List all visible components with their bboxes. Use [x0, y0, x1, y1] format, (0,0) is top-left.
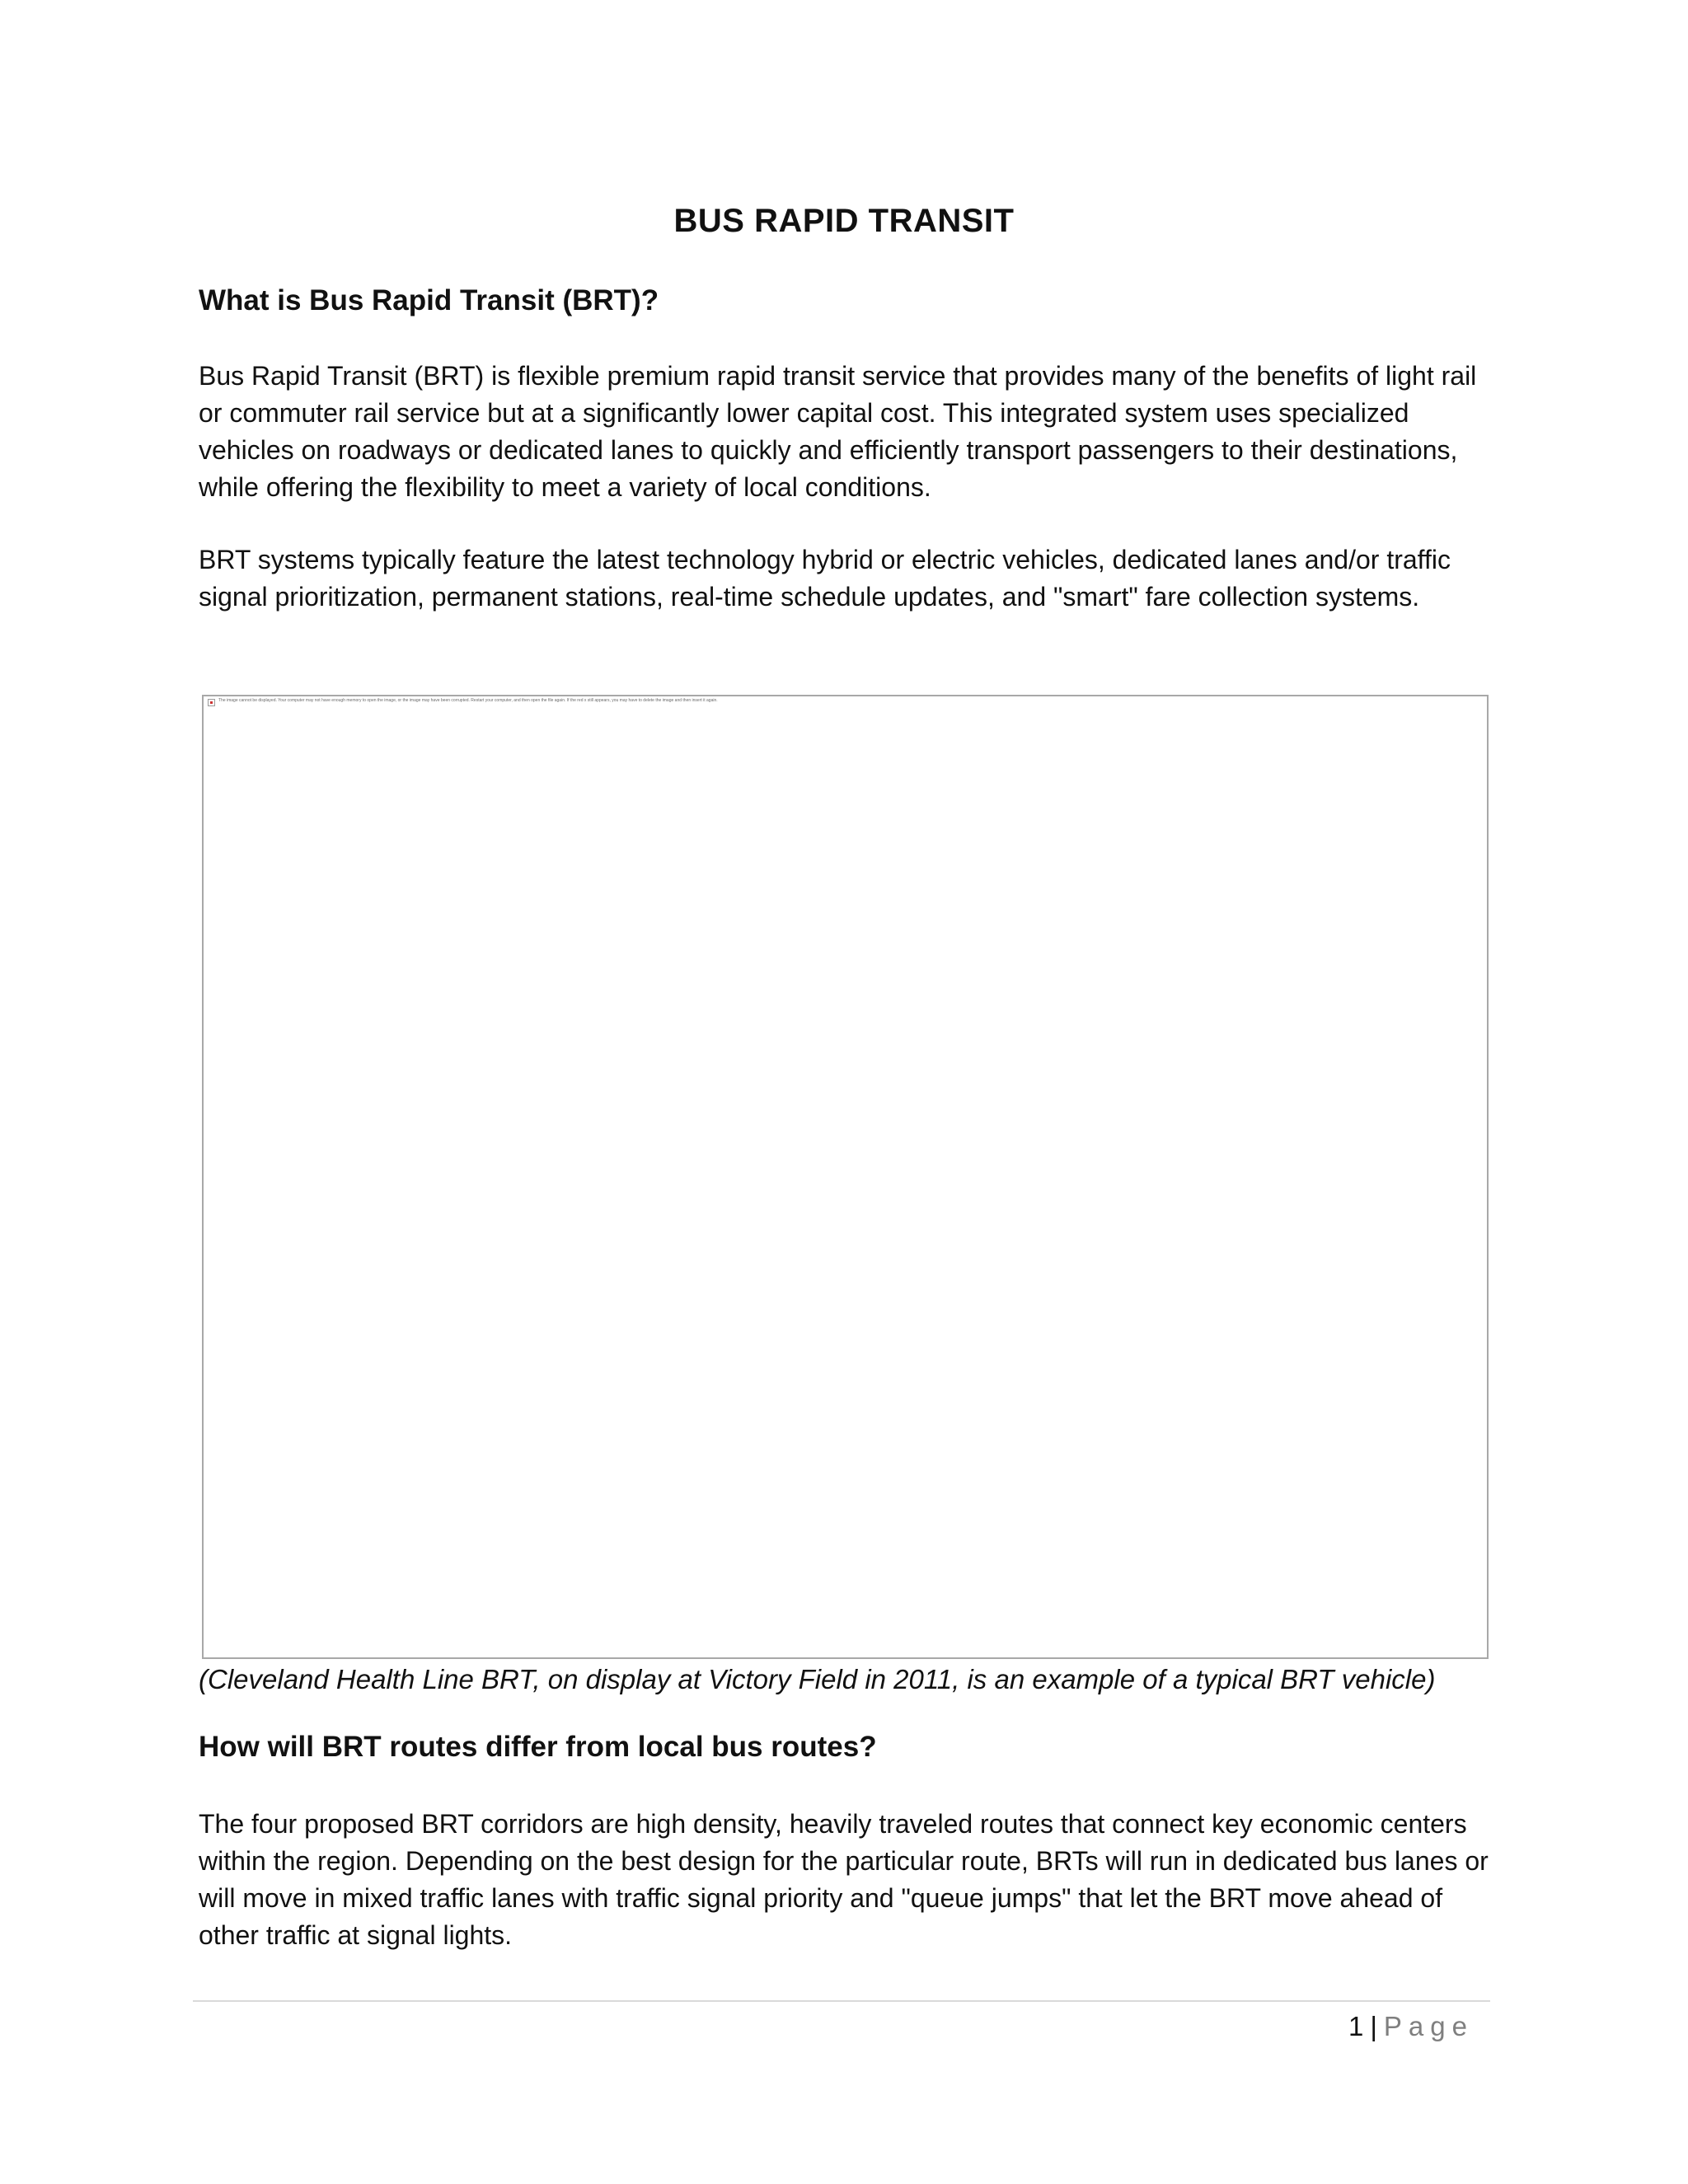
footer-divider — [193, 2000, 1490, 2002]
page-label: Page — [1383, 2011, 1474, 2041]
brt-vehicle-image-placeholder — [202, 695, 1489, 1659]
page-footer — [1348, 2008, 1474, 2045]
paragraph-brt-corridors: The four proposed BRT corridors are high density, heavily traveled routes that connect key economic centers within the region. Depending on the best design for the particular route, BRTs will run in dedicated bus lanes or will move in mixed traffic lanes with traffic signal priority and "queue jumps" that let the BRT move ahead of other traffic at signal lights. — [199, 1809, 1489, 1950]
page-separator: | — [1370, 2011, 1377, 2041]
page-number: 1 — [1348, 2011, 1364, 2041]
section-heading-what-is-brt: What is Bus Rapid Transit (BRT)? — [199, 284, 659, 316]
broken-image-icon — [208, 699, 215, 706]
paragraph-brt-features: BRT systems typically feature the latest technology hybrid or electric vehicles, dedicated lanes and/or traffic signal prioritization, permanent stations, real-time schedule updates, and "smart" fare collection systems. — [199, 545, 1451, 612]
figure-caption: (Cleveland Health Line BRT, on display at Victory Field in 2011, is an example of a typical BRT vehicle) — [199, 1664, 1436, 1694]
document-title: BUS RAPID TRANSIT — [673, 203, 1015, 239]
paragraph-brt-definition: Bus Rapid Transit (BRT) is flexible premium rapid transit service that provides many of the benefits of light rail or commuter rail service but at a significantly lower capital cost. This integrated system uses specialized vehicles on roadways or dedicated lanes to quickly and efficiently transport passengers to their destinations, while offering the flexibility to meet a variety of local conditions. — [199, 361, 1477, 502]
section-heading-brt-routes: How will BRT routes differ from local bus routes? — [199, 1731, 877, 1763]
broken-image-message: The image cannot be displayed. Your computer may not have enough memory to open the image, or the image may have been corrupted. Restart your computer, and then open the file again. If the red x still appears, you may have to delete the image and then insert it again. — [218, 698, 718, 703]
